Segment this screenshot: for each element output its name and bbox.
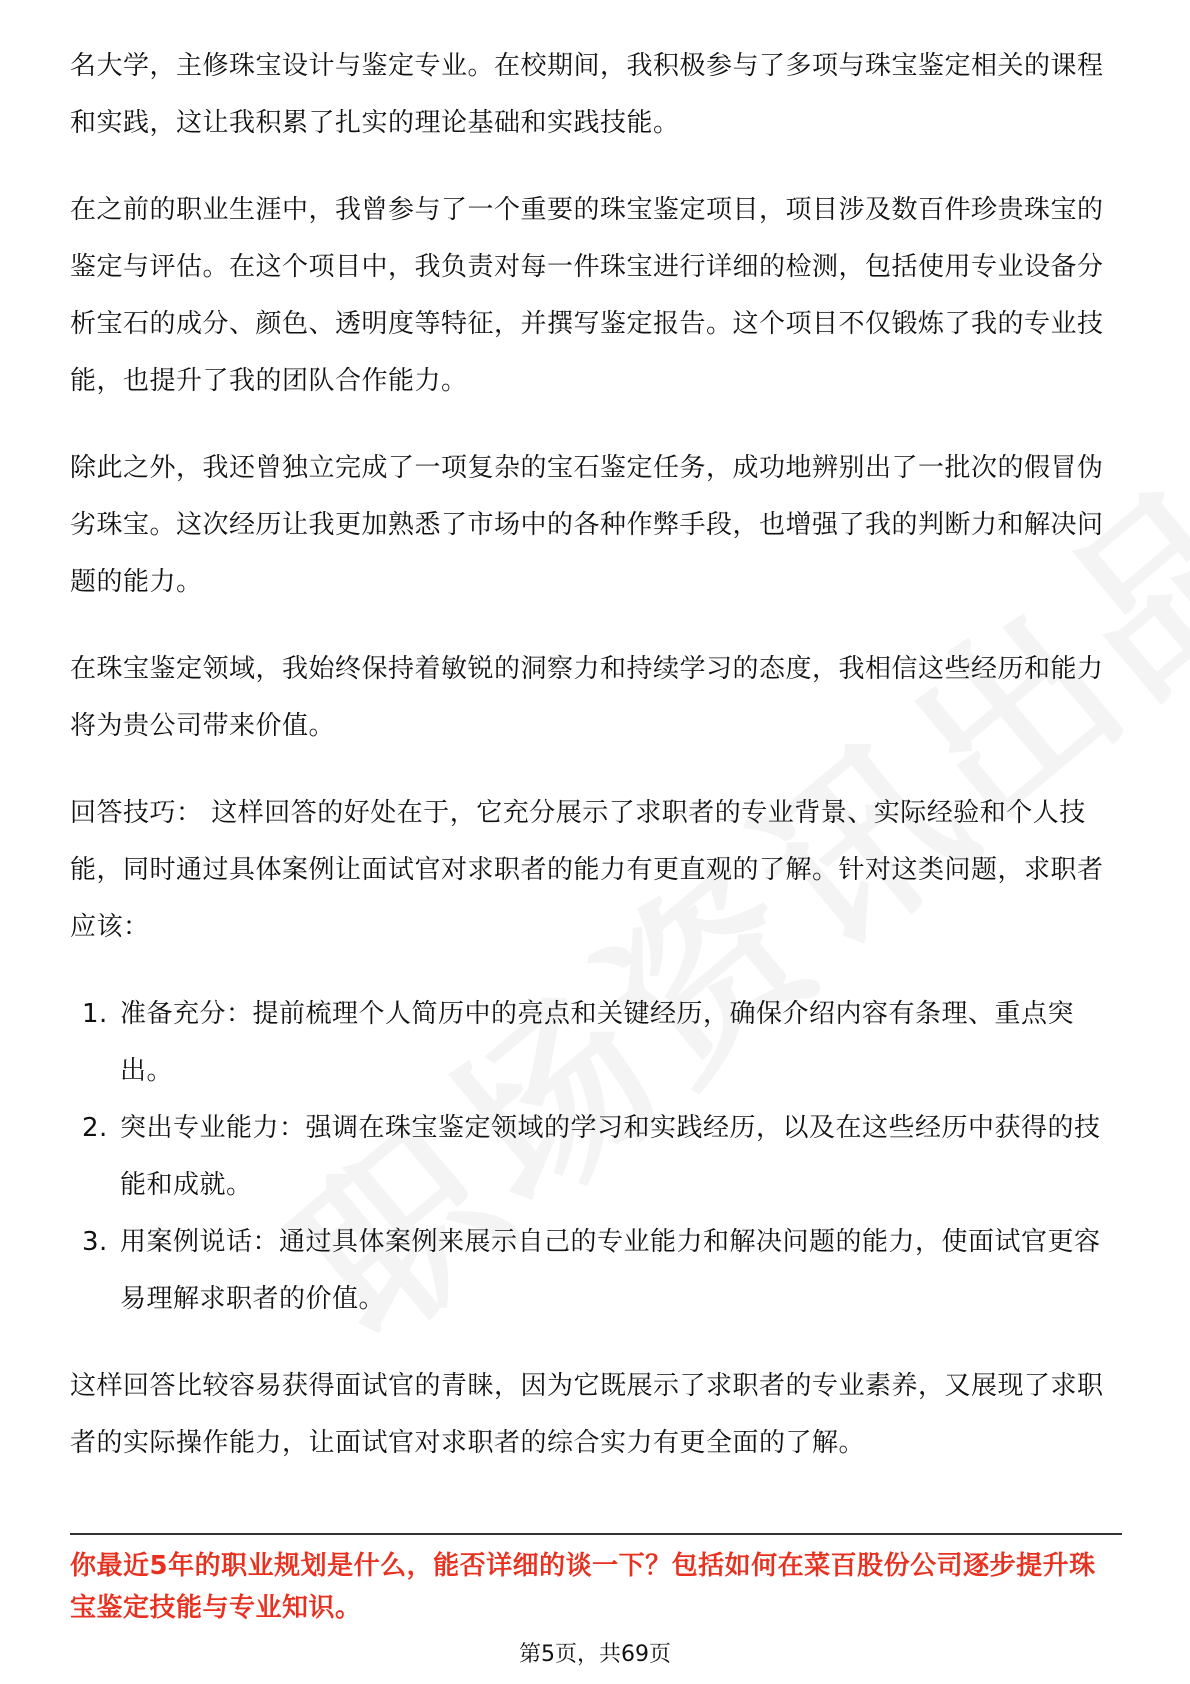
list-item-text: 用案例说话：通过具体案例来展示自己的专业能力和解决问题的能力，使面试官更容易理解求职者的价值。	[120, 1227, 1101, 1314]
section-divider	[70, 1533, 1122, 1535]
list-item	[70, 986, 1122, 1100]
next-question-heading: 你最近5年的职业规划是什么，能否详细的谈一下？包括如何在菜百股份公司逐步提升珠宝鉴定技能与专业知识。	[70, 1551, 1096, 1623]
list-number: 3.	[82, 1227, 108, 1257]
paragraph-education: 名大学，主修珠宝设计与鉴定专业。在校期间，我积极参与了多项与珠宝鉴定相关的课程和实践，这让我积累了扎实的理论基础和实践技能。	[70, 51, 1104, 138]
list-item	[70, 1214, 1122, 1328]
paragraph-closing-statement: 在珠宝鉴定领域，我始终保持着敏锐的洞察力和持续学习的态度，我相信这些经历和能力将为贵公司带来价值。	[70, 654, 1104, 741]
list-item	[70, 1100, 1122, 1214]
list-number: 1.	[82, 999, 108, 1029]
page-number: 第5页，共69页	[519, 1642, 671, 1667]
paragraph-independent-task: 除此之外，我还曾独立完成了一项复杂的宝石鉴定任务，成功地辨别出了一批次的假冒伪劣珠宝。这次经历让我更加熟悉了市场中的各种作弊手段，也增强了我的判断力和解决问题的能力。	[70, 453, 1104, 597]
list-item-text: 准备充分：提前梳理个人简历中的亮点和关键经历，确保介绍内容有条理、重点突出。	[120, 999, 1075, 1086]
document-body	[70, 38, 1122, 1502]
paragraph-project-experience: 在之前的职业生涯中，我曾参与了一个重要的珠宝鉴定项目，项目涉及数百件珍贵珠宝的鉴定与评估。在这个项目中，我负责对每一件珠宝进行详细的检测，包括使用专业设备分析宝石的成分、颜色、透明度等特征，并撰写鉴定报告。这个项目不仅锻炼了我的专业技能，也提升了我的团队合作能力。	[70, 195, 1104, 396]
tips-list	[70, 986, 1122, 1328]
list-item-text: 突出专业能力：强调在珠宝鉴定领域的学习和实践经历，以及在这些经历中获得的技能和成就。	[120, 1113, 1101, 1200]
paragraph-conclusion: 这样回答比较容易获得面试官的青睐，因为它既展示了求职者的专业素养，又展现了求职者的实际操作能力，让面试官对求职者的综合实力有更全面的了解。	[70, 1371, 1104, 1458]
list-number: 2.	[82, 1113, 108, 1143]
paragraph-answer-tips: 回答技巧： 这样回答的好处在于，它充分展示了求职者的专业背景、实际经验和个人技能，同时通过具体案例让面试官对求职者的能力有更直观的了解。针对这类问题，求职者应该：	[70, 798, 1104, 942]
